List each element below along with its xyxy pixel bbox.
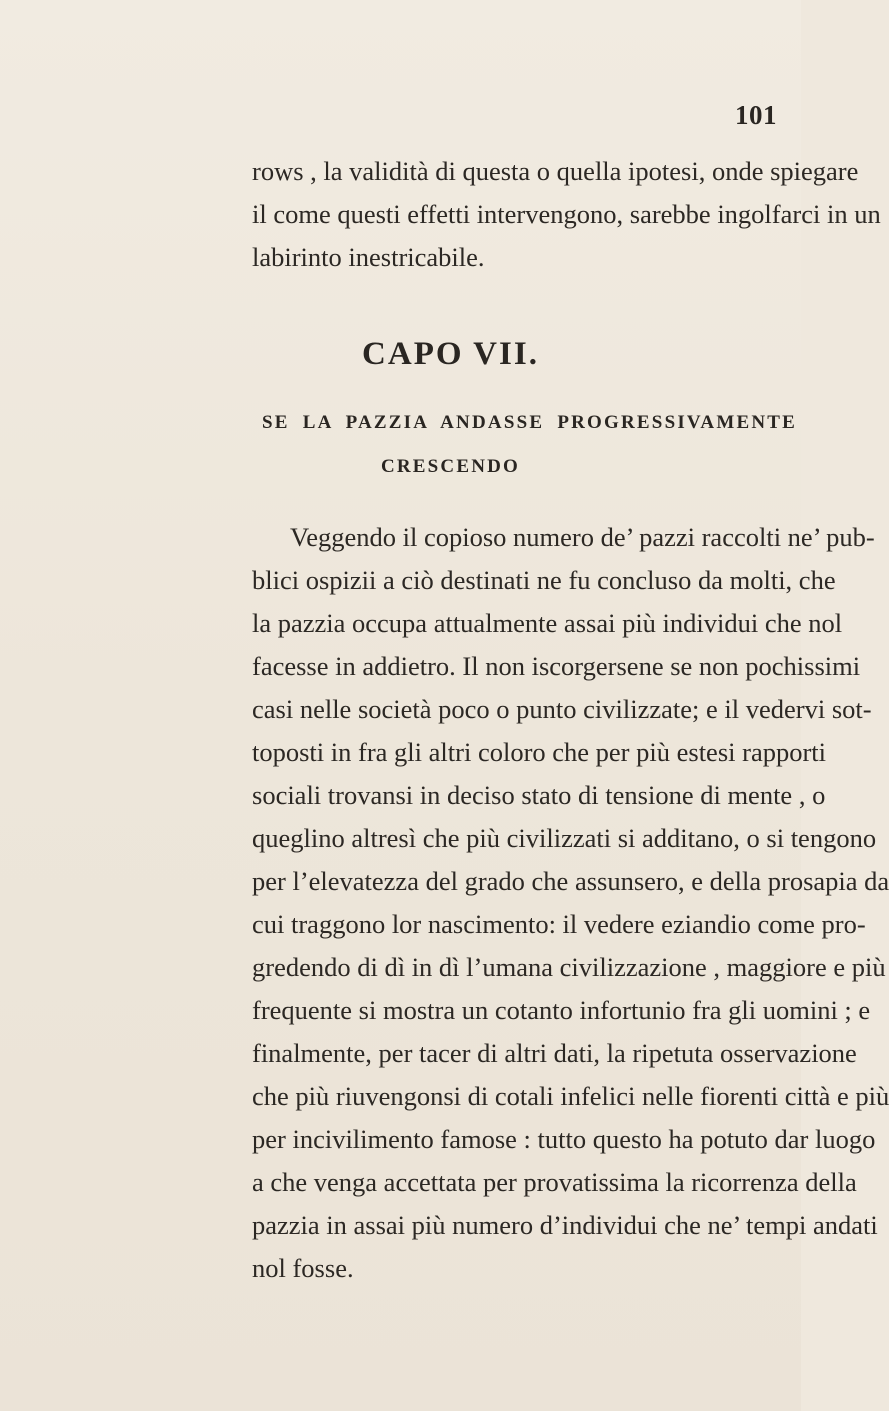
body-line-7: sociali trovansi in deciso stato di tensione di mente , o xyxy=(252,780,826,810)
body-line-2: blici ospizii a ciò destinati ne fu concluso da molti, che xyxy=(252,565,836,595)
body-line-5: casi nelle società poco o punto civilizzate; e il vedervi sot- xyxy=(252,694,872,724)
page-number: 101 xyxy=(735,100,777,130)
body-line-4: facesse in addietro. Il non iscorgersene se non pochissimi xyxy=(252,651,861,681)
body-line-15: per incivilimento famose : tutto questo ha potuto dar luogo xyxy=(252,1124,876,1154)
body-line-1: Veggendo il copioso numero de’ pazzi raccolti ne’ pub- xyxy=(290,522,875,552)
body-line-8: queglino altresì che più civilizzati si additano, o si tengono xyxy=(252,823,877,853)
body-line-3: la pazzia occupa attualmente assai più individui che nol xyxy=(252,608,843,638)
chapter-subtitle-line-1: SE LA PAZZIA ANDASSE PROGRESSIVAMENTE xyxy=(262,412,797,433)
body-line-16: a che venga accettata per provatissima la ricorrenza della xyxy=(252,1167,857,1197)
intro-line-3: labirinto inestricabile. xyxy=(252,242,485,272)
chapter-title: CAPO VII. xyxy=(362,336,539,372)
body-line-9: per l’elevatezza del grado che assunsero, e della prosapia da xyxy=(252,866,889,896)
body-line-17: pazzia in assai più numero d’individui che ne’ tempi andati xyxy=(252,1210,878,1240)
body-line-6: toposti in fra gli altri coloro che per più estesi rapporti xyxy=(252,737,827,767)
intro-line-1: rows , la validità di questa o quella ipotesi, onde spiegare xyxy=(252,156,859,186)
body-line-18: nol fosse. xyxy=(252,1253,354,1283)
body-line-14: che più riuvengonsi di cotali infelici nelle fiorenti città e più xyxy=(252,1081,889,1111)
intro-line-2: il come questi effetti intervengono, sarebbe ingolfarci in un xyxy=(252,199,881,229)
body-line-12: frequente si mostra un cotanto infortunio fra gli uomini ; e xyxy=(252,995,871,1025)
chapter-subtitle-line-2: CRESCENDO xyxy=(380,456,521,477)
body-line-13: finalmente, per tacer di altri dati, la ripetuta osservazione xyxy=(252,1038,857,1068)
body-line-11: gredendo di dì in dì l’umana civilizzazione , maggiore e più xyxy=(252,952,886,982)
body-line-10: cui traggono lor nascimento: il vedere eziandio come pro- xyxy=(252,909,866,939)
